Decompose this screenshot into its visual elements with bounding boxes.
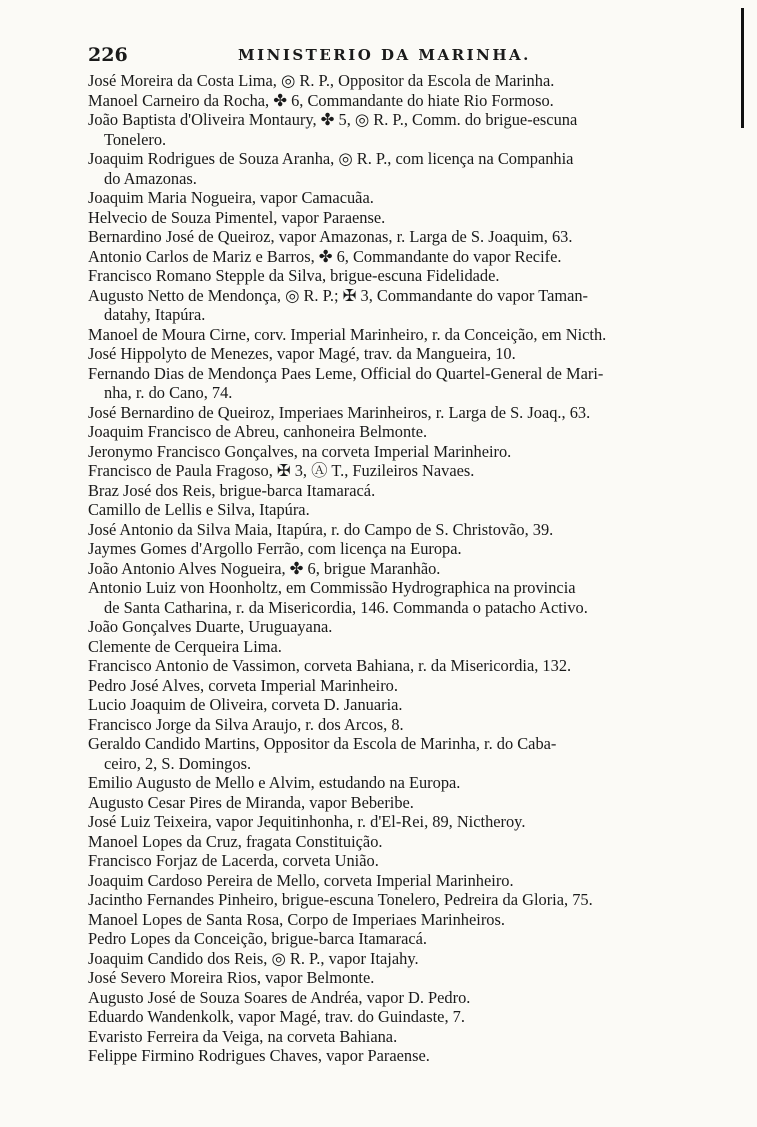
- list-item: [88, 793, 720, 813]
- list-item: [88, 442, 720, 462]
- list-item: [88, 227, 720, 247]
- list-item: [88, 481, 720, 501]
- list-item: [88, 539, 720, 559]
- entry-text: Jeronymo Francisco Gonçalves, na corveta Imperial Marinheiro.: [88, 441, 512, 461]
- list-item: [88, 734, 720, 773]
- list-item: [88, 656, 720, 676]
- list-item: [88, 773, 720, 793]
- entry-text: Joaquim Cardoso Pereira de Mello, corveta Imperial Marinheiro.: [88, 870, 514, 890]
- entry-text: José Bernardino de Queiroz, Imperiaes Marinheiros, r. Larga de S. Joaq., 63.: [88, 402, 591, 422]
- list-item: [88, 1046, 720, 1066]
- entry-text: João Gonçalves Duarte, Uruguayana.: [88, 617, 333, 636]
- list-item: [88, 188, 720, 208]
- entry-text: Helvecio de Souza Pimentel, vapor Paraense.: [88, 207, 386, 227]
- list-item: [88, 325, 720, 345]
- entry-text: Pedro Lopes da Conceição, brigue-barca Itamaracá.: [88, 929, 428, 948]
- entry-text: Clemente de Cerqueira Lima.: [88, 636, 282, 656]
- list-item: [88, 91, 720, 111]
- list-item: [88, 949, 720, 969]
- list-item: [88, 286, 720, 325]
- entry-continuation: Tonelero.: [104, 129, 167, 149]
- list-item: [88, 422, 720, 442]
- list-item: [88, 208, 720, 228]
- list-item: [88, 715, 720, 735]
- list-item: [88, 1027, 720, 1047]
- entry-text: Augusto Netto de Mendonça, ◎ R. P.; ✠ 3, Commandante do vapor Taman-: [88, 285, 589, 305]
- entry-text: Jacintho Fernandes Pinheiro, brigue-escuna Tonelero, Pedreira da Gloria, 75.: [88, 890, 593, 909]
- entry-text: Camillo de Lellis e Silva, Itapúra.: [88, 500, 310, 519]
- entry-text: Antonio Carlos de Mariz e Barros, ✤ 6, Commandante do vapor Recife.: [88, 246, 562, 266]
- list-item: [88, 520, 720, 540]
- entry-text: Jaymes Gomes d'Argollo Ferrão, com licença na Europa.: [88, 539, 462, 558]
- list-item: [88, 403, 720, 423]
- page-number: 226: [88, 44, 128, 66]
- entry-text: José Moreira da Costa Lima, ◎ R. P., Oppositor da Escola de Marinha.: [88, 71, 555, 90]
- list-item: [88, 559, 720, 579]
- list-item: [88, 871, 720, 891]
- list-item: [88, 578, 720, 617]
- entry-text: João Antonio Alves Nogueira, ✤ 6, brigue Maranhão.: [88, 558, 441, 578]
- entry-text: Fernando Dias de Mendonça Paes Leme, Official do Quartel-General de Mari-: [88, 363, 604, 383]
- list-item: [88, 695, 720, 715]
- entry-continuation: do Amazonas.: [104, 168, 197, 188]
- entry-text: Emilio Augusto de Mello e Alvim, estudando na Europa.: [88, 773, 461, 792]
- list-item: [88, 110, 720, 149]
- entry-text: Joaquim Maria Nogueira, vapor Camacuãa.: [88, 188, 374, 207]
- margin-rule: [741, 8, 744, 128]
- entry-text: José Severo Moreira Rios, vapor Belmonte.: [88, 968, 375, 987]
- list-item: [88, 851, 720, 871]
- list-item: [88, 890, 720, 910]
- entry-text: Joaquim Rodrigues de Souza Aranha, ◎ R. P., com licença na Companhia: [88, 149, 574, 168]
- entry-text: Manoel Lopes de Santa Rosa, Corpo de Imperiaes Marinheiros.: [88, 909, 505, 929]
- entry-text: Lucio Joaquim de Oliveira, corveta D. Januaria.: [88, 695, 403, 714]
- list-item: [88, 149, 720, 188]
- list-item: [88, 617, 720, 637]
- list-item: [88, 1007, 720, 1027]
- entry-text: João Baptista d'Oliveira Montaury, ✤ 5, ◎ R. P., Comm. do brigue-escuna: [88, 110, 578, 129]
- entry-text: Manoel Lopes da Cruz, fragata Constituição.: [88, 831, 383, 851]
- entry-text: Francisco Forjaz de Lacerda, corveta União.: [88, 851, 379, 870]
- list-item: [88, 364, 720, 403]
- entry-text: Bernardino José de Queiroz, vapor Amazonas, r. Larga de S. Joaquim, 63.: [88, 227, 573, 246]
- entry-text: Joaquim Francisco de Abreu, canhoneira Belmonte.: [88, 422, 428, 441]
- entry-text: Manoel Carneiro da Rocha, ✤ 6, Commandante do hiate Rio Formoso.: [88, 90, 554, 110]
- entry-text: Pedro José Alves, corveta Imperial Marinheiro.: [88, 675, 398, 695]
- list-item: [88, 247, 720, 267]
- entry-text: Geraldo Candido Martins, Oppositor da Escola de Marinha, r. do Caba-: [88, 734, 557, 753]
- entry-text: Felippe Firmino Rodrigues Chaves, vapor Paraense.: [88, 1046, 430, 1065]
- list-item: [88, 71, 720, 91]
- list-item: [88, 500, 720, 520]
- entry-text: José Luiz Teixeira, vapor Jequitinhonha, r. d'El-Rei, 89, Nictheroy.: [88, 812, 526, 831]
- list-item: [88, 461, 720, 481]
- entry-text: Manoel de Moura Cirne, corv. Imperial Marinheiro, r. da Conceição, em Nicth.: [88, 324, 607, 344]
- list-item: [88, 344, 720, 364]
- entry-continuation: ceiro, 2, S. Domingos.: [104, 753, 252, 773]
- list-item: [88, 637, 720, 657]
- entry-text: Francisco Antonio de Vassimon, corveta Bahiana, r. da Misericordia, 132.: [88, 656, 572, 675]
- list-item: [88, 968, 720, 988]
- list-item: [88, 812, 720, 832]
- entry-text: Francisco Jorge da Silva Araujo, r. dos Arcos, 8.: [88, 714, 404, 734]
- entry-text: José Antonio da Silva Maia, Itapúra, r. do Campo de S. Christovão, 39.: [88, 519, 554, 539]
- entry-text: Evaristo Ferreira da Veiga, na corveta Bahiana.: [88, 1026, 398, 1046]
- entry-text: Antonio Luiz von Hoonholtz, em Commissão Hydrographica na provincia: [88, 578, 576, 597]
- entry-list: [88, 71, 720, 1066]
- list-item: [88, 832, 720, 852]
- entry-continuation: de Santa Catharina, r. da Misericordia, 146. Commanda o patacho Activo.: [104, 597, 588, 617]
- entry-text: Augusto Cesar Pires de Miranda, vapor Beberibe.: [88, 792, 414, 812]
- entry-continuation: datahy, Itapúra.: [104, 305, 206, 324]
- list-item: [88, 910, 720, 930]
- entry-continuation: nha, r. do Cano, 74.: [104, 383, 233, 402]
- list-item: [88, 988, 720, 1008]
- entry-text: Francisco Romano Stepple da Silva, brigue-escuna Fidelidade.: [88, 266, 500, 285]
- list-item: [88, 266, 720, 286]
- entry-text: Joaquim Candido dos Reis, ◎ R. P., vapor Itajahy.: [88, 948, 419, 968]
- entry-text: Eduardo Wandenkolk, vapor Magé, trav. do Guindaste, 7.: [88, 1007, 465, 1026]
- entry-text: José Hippolyto de Menezes, vapor Magé, trav. da Mangueira, 10.: [88, 344, 516, 363]
- list-item: [88, 929, 720, 949]
- entry-text: Braz José dos Reis, brigue-barca Itamaracá.: [88, 480, 376, 500]
- running-title: MINISTERIO DA MARINHA.: [238, 46, 531, 64]
- list-item: [88, 676, 720, 696]
- entry-text: Augusto José de Souza Soares de Andréa, vapor D. Pedro.: [88, 987, 471, 1007]
- page-header: [88, 44, 648, 68]
- entry-text: Francisco de Paula Fragoso, ✠ 3, Ⓐ T., Fuzileiros Navaes.: [88, 461, 475, 480]
